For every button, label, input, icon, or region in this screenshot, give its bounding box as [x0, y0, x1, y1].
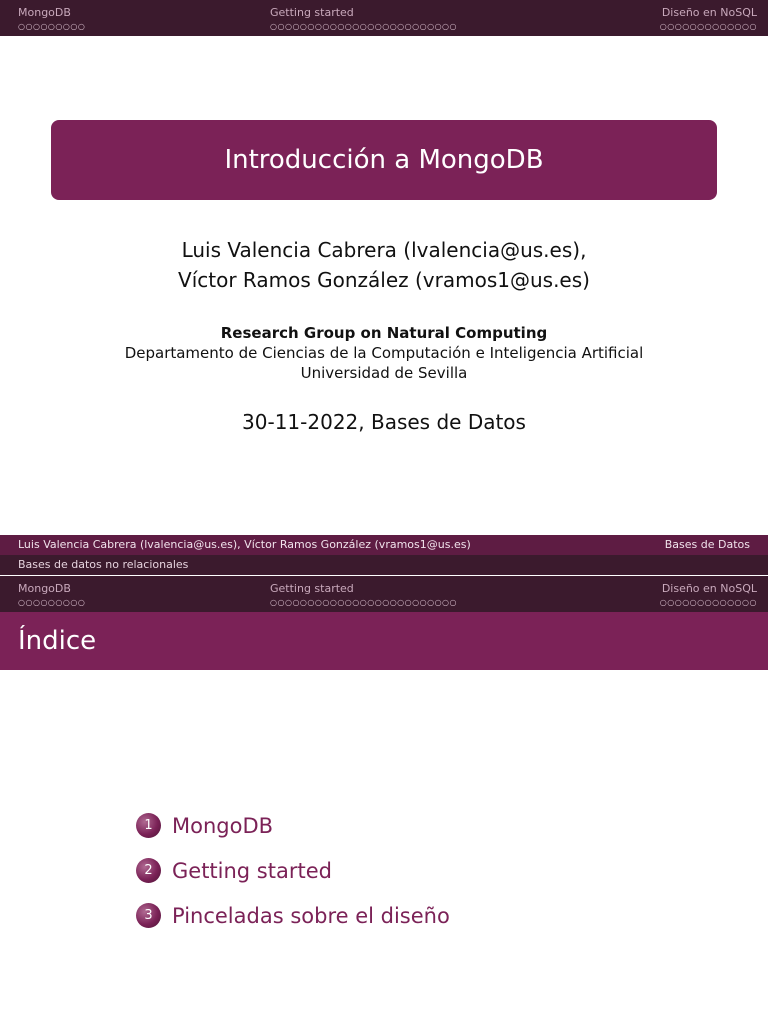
nav-section-label: Diseño en NoSQL: [661, 6, 757, 19]
nav-section-label: Diseño en NoSQL: [661, 582, 757, 595]
toc-number-badge: 1: [136, 813, 161, 838]
toc-number-badge: 2: [136, 858, 161, 883]
nav-section-getting-started[interactable]: [270, 6, 457, 33]
nav-section-getting-started[interactable]: [270, 582, 457, 609]
presentation-date: 30-11-2022, Bases de Datos: [242, 410, 526, 434]
toc-item-label[interactable]: MongoDB: [172, 813, 274, 838]
toc-item-label[interactable]: Getting started: [172, 858, 332, 883]
presentation-title-box: [51, 120, 717, 200]
authors-block: [0, 235, 768, 295]
nav-section-dots[interactable]: ○○○○○○○○○○○○○: [659, 22, 757, 31]
nav-section-dots[interactable]: ○○○○○○○○○○○○○: [659, 598, 757, 607]
institution-block: [0, 323, 768, 383]
nav-section-dots[interactable]: ○○○○○○○○○○○○○○○○○○○○○○○○○: [270, 22, 458, 31]
author-line: Luis Valencia Cabrera (lvalencia@us.es),: [181, 238, 587, 262]
nav-section-label: MongoDB: [18, 6, 71, 19]
nav-section-diseno[interactable]: [660, 6, 757, 33]
slide1-footer: [0, 535, 768, 555]
nav-section-label: Getting started: [270, 6, 354, 19]
toc-number-badge: 3: [136, 903, 161, 928]
footer-course: Bases de Datos: [664, 538, 750, 551]
department: Departamento de Ciencias de la Computación e Inteligencia Artificial: [124, 344, 644, 362]
frame-title: Índice: [18, 626, 97, 656]
footer-subtitle: Bases de datos no relacionales: [18, 558, 189, 571]
author-line: Víctor Ramos González (vramos1@us.es): [178, 268, 590, 292]
slide1-subfooter: [0, 555, 768, 575]
research-group: Research Group on Natural Computing: [220, 324, 548, 342]
nav-section-label: Getting started: [270, 582, 354, 595]
nav-section-mongodb[interactable]: [18, 6, 85, 33]
university: Universidad de Sevilla: [300, 364, 468, 382]
slide1-navbar: [0, 0, 768, 36]
footer-authors: Luis Valencia Cabrera (lvalencia@us.es), Víctor Ramos González (vramos1@us.es): [18, 538, 471, 551]
nav-section-mongodb[interactable]: [18, 582, 85, 609]
table-of-contents: [136, 803, 450, 938]
presentation-title: Introducción a MongoDB: [224, 145, 544, 175]
toc-item[interactable]: [136, 893, 450, 938]
nav-section-diseno[interactable]: [660, 582, 757, 609]
nav-section-dots[interactable]: ○○○○○○○○○○○○○○○○○○○○○○○○○: [270, 598, 458, 607]
toc-item[interactable]: [136, 848, 450, 893]
toc-item[interactable]: [136, 803, 450, 848]
nav-section-dots[interactable]: ○○○○○○○○○: [18, 22, 86, 31]
slide2-navbar: [0, 576, 768, 612]
nav-section-dots[interactable]: ○○○○○○○○○: [18, 598, 86, 607]
nav-section-label: MongoDB: [18, 582, 71, 595]
frame-title-bar: [0, 612, 768, 670]
toc-item-label[interactable]: Pinceladas sobre el diseño: [172, 903, 450, 928]
